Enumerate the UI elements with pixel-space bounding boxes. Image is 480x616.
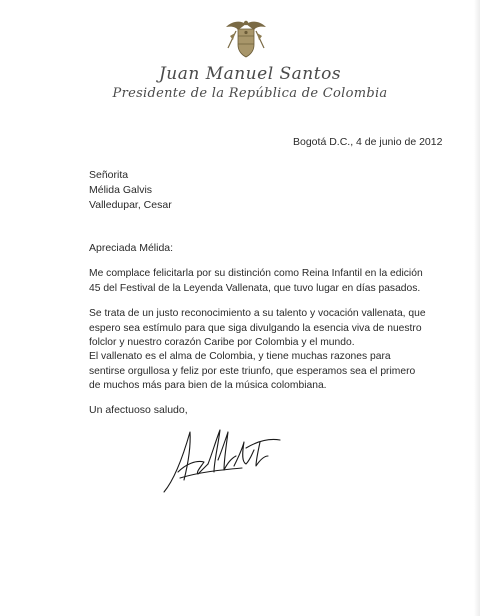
letterhead-name: Juan Manuel Santos xyxy=(158,64,342,84)
body-paragraph: Se trata de un justo reconocimiento a su talento y vocación vallenata, que espero sea estímulo para que siga divulgando la esencia viva de nuestro folclor y nuestro corazón Caribe por Colombia y el mundo. xyxy=(89,308,426,348)
letter-closing: Un afectuoso saludo, xyxy=(89,404,188,416)
recipient-salutation: Señorita xyxy=(89,169,129,181)
recipient-name: Mélida Galvis xyxy=(89,184,153,196)
colombia-coat-of-arms-icon xyxy=(224,18,268,60)
letter-greeting: Apreciada Mélida: xyxy=(89,242,174,254)
letter-date: Bogotá D.C., 4 de junio de 2012 xyxy=(293,136,443,148)
recipient-city: Valledupar, Cesar xyxy=(89,199,172,211)
letterhead-title: Presidente de la República de Colombia xyxy=(112,86,388,101)
handwritten-signature-icon xyxy=(160,420,285,498)
body-paragraph: Me complace felicitarla por su distinción como Reina Infantil en la edición 45 del Festival de la Leyenda Vallenata, que tuvo lugar en días pasados. xyxy=(89,268,423,294)
body-paragraph: El vallenato es el alma de Colombia, y tiene muchas razones para sentirse orgullosa y feliz por este triunfo, que esperamos sea el primero de muchos más para bien de la música colombiana. xyxy=(89,351,416,391)
recipient-address xyxy=(89,168,172,213)
